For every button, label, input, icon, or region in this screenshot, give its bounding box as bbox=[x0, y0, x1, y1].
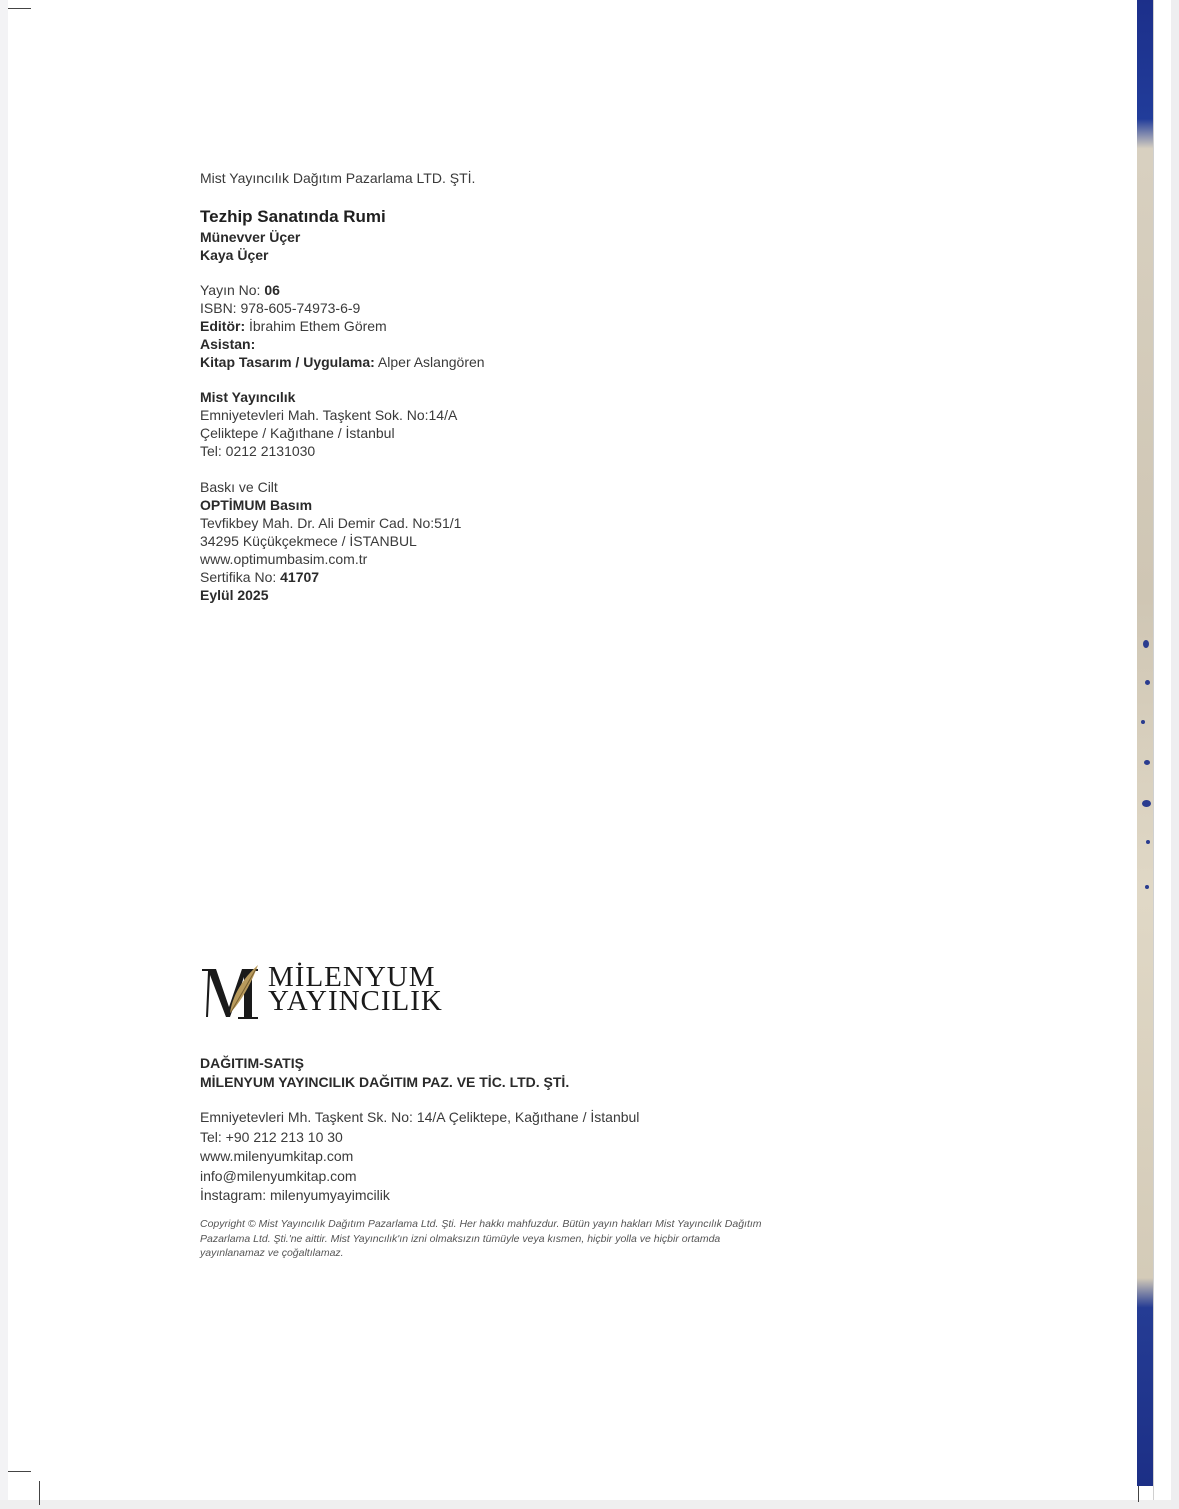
printer-address-2: 34295 Küçükçekmece / İSTANBUL bbox=[200, 533, 417, 549]
distribution-email: info@milenyumkitap.com bbox=[200, 1167, 357, 1184]
milenyum-logo bbox=[200, 963, 460, 1023]
editor-value: İbrahim Ethem Görem bbox=[249, 318, 387, 334]
distribution-heading-block bbox=[200, 1054, 569, 1092]
distribution-heading: DAĞITIM-SATIŞ bbox=[200, 1055, 304, 1071]
logo-line-1: MİLENYUM bbox=[268, 961, 436, 993]
printer-cert-line bbox=[200, 568, 461, 586]
crop-mark-bottom-right-v bbox=[1138, 1486, 1139, 1502]
editor-line bbox=[200, 317, 485, 335]
author-2: Kaya Üçer bbox=[200, 247, 269, 263]
cover-edge-strip bbox=[1137, 0, 1153, 1486]
copyright-line-2: Pazarlama Ltd. Şti.'ne aittir. Mist Yayıncılık'ın izni olmaksızın tümüyle veya kısmen, hiçbir yolla ve hiçbir ortamda bbox=[200, 1232, 721, 1245]
isbn: ISBN: 978-605-74973-6-9 bbox=[200, 300, 361, 316]
yayin-no-value: 06 bbox=[264, 282, 280, 298]
design-line bbox=[200, 353, 485, 371]
print-date: Eylül 2025 bbox=[200, 587, 269, 603]
distribution-instagram: İnstagram: milenyumyayimcilik bbox=[200, 1187, 390, 1203]
imprint-info bbox=[200, 281, 485, 371]
page-edge-left bbox=[0, 0, 8, 1509]
printer-heading: Baskı ve Cilt bbox=[200, 479, 278, 495]
publisher-header bbox=[200, 169, 475, 187]
crop-mark-bottom-left-h bbox=[8, 1471, 31, 1472]
printer-info bbox=[200, 478, 461, 604]
printer-web: www.optimumbasim.com.tr bbox=[200, 551, 368, 567]
editor-label: Editör: bbox=[200, 318, 246, 334]
crop-mark-bottom-left-v bbox=[39, 1481, 40, 1505]
printer-name: OPTİMUM Basım bbox=[200, 497, 313, 513]
publisher-header-text: Mist Yayıncılık Dağıtım Pazarlama LTD. ŞTİ. bbox=[200, 170, 476, 186]
logo-wordmark bbox=[268, 961, 443, 1017]
publisher-tel: Tel: 0212 2131030 bbox=[200, 443, 316, 459]
asistan-label: Asistan: bbox=[200, 336, 256, 352]
copyright-notice bbox=[200, 1217, 760, 1261]
cert-label: Sertifika No: bbox=[200, 569, 277, 585]
logo-m-feather-icon bbox=[200, 963, 264, 1021]
yayin-no-label: Yayın No: bbox=[200, 282, 261, 298]
design-value: Alper Aslangören bbox=[377, 354, 485, 370]
design-label: Kitap Tasarım / Uygulama: bbox=[200, 354, 375, 370]
author-1: Münevver Üçer bbox=[200, 229, 301, 245]
distribution-address: Emniyetevleri Mh. Taşkent Sk. No: 14/A Çeliktepe, Kağıthane / İstanbul bbox=[200, 1109, 640, 1125]
cert-value: 41707 bbox=[280, 569, 320, 585]
publisher-address-1: Emniyetevleri Mah. Taşkent Sok. No:14/A bbox=[200, 407, 458, 423]
printer-address-1: Tevfikbey Mah. Dr. Ali Demir Cad. No:51/1 bbox=[200, 515, 462, 531]
publisher-info bbox=[200, 388, 457, 460]
logo-line-2: YAYINCILIK bbox=[268, 985, 443, 1017]
distribution-web: www.milenyumkitap.com bbox=[200, 1148, 354, 1164]
page-edge-right bbox=[1171, 0, 1179, 1509]
right-margin bbox=[1153, 0, 1172, 1500]
book-title: Tezhip Sanatında Rumi bbox=[200, 207, 386, 226]
distribution-company: MİLENYUM YAYINCILIK DAĞITIM PAZ. VE TİC. LTD. ŞTİ. bbox=[200, 1074, 570, 1090]
distribution-tel: Tel: +90 212 213 10 30 bbox=[200, 1128, 343, 1145]
crop-mark-top-left bbox=[8, 8, 31, 9]
book-info bbox=[200, 206, 386, 264]
yayin-no-line bbox=[200, 281, 485, 299]
publisher-address-2: Çeliktepe / Kağıthane / İstanbul bbox=[200, 425, 395, 441]
page-edge-bottom bbox=[0, 1500, 1179, 1509]
distribution-contact bbox=[200, 1108, 639, 1206]
copyright-line-3: yayınlanamaz ve çoğaltılamaz. bbox=[200, 1247, 344, 1259]
publisher-name: Mist Yayıncılık bbox=[200, 389, 296, 405]
copyright-line-1: Copyright © Mist Yayıncılık Dağıtım Pazarlama Ltd. Şti. Her hakkı mahfuzdur. Bütün yayın hakları Mist Yayıncılık Dağıtım bbox=[200, 1218, 762, 1230]
